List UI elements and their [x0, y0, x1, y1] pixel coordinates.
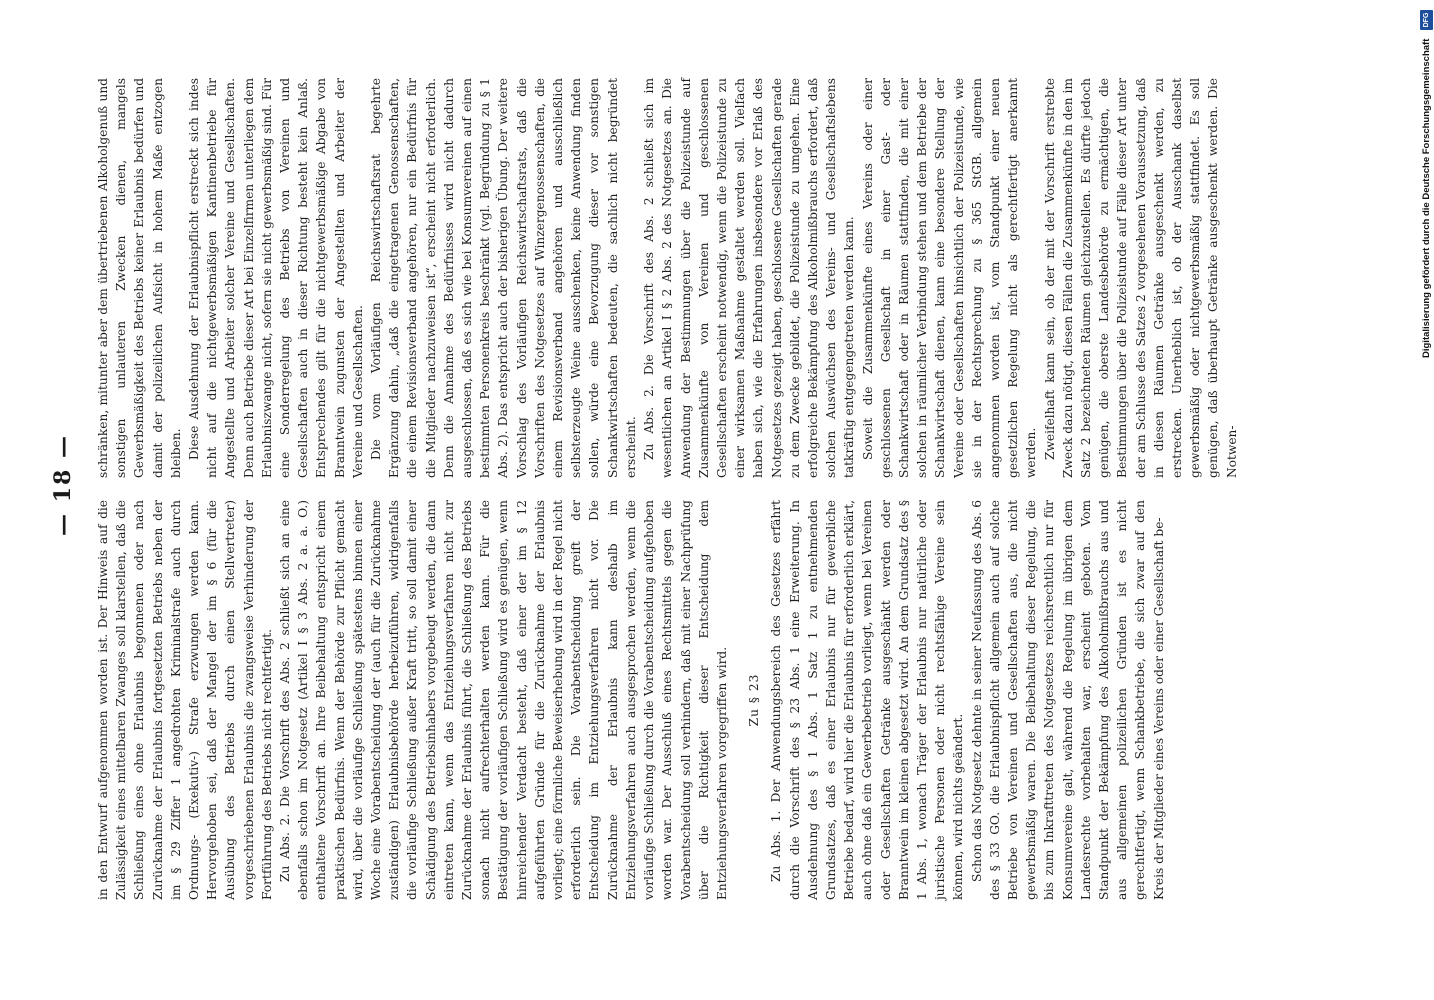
paragraph: schränken, mitunter aber dem übertriebenen Alkoholgenuß und sonstigen unlauteren Zwecken dienen, mangels Gewerbsmäßigkeit des Betriebs keiner Erlaubnis bedürfen und damit der polizeilichen Aufsicht in hohem Maße entzogen bleiben. — [96, 78, 183, 478]
dfg-logo: DFG — [1420, 10, 1433, 30]
digitization-credit — [1414, 0, 1434, 1000]
paragraph: Zu Abs. 1. Der Anwendungsbereich des Gesetzes erfährt durch die Vorschrift des § 23 Abs. 1 eine Erweiterung. In Ausdehnung des § 1 Abs. 1 Satz 1 zu entnehmenden Grundsatzes, daß es einer Erlaubnis nur für gewerbliche Betriebe bedarf, wird hier die Erlaubnis für erforderlich erklärt, auch ohne daß ein Gewerbebetrieb vorliegt, wenn bei Vereinen oder Gesellschaften Getränke ausgeschänkt werden oder Branntwein im kleinen abgesetzt wird. An dem Grundsatz des § 1 Abs. 1, wonach Träger der Erlaubnis nur natürliche oder juristische Personen oder nicht rechtsfähige Vereine sein können, wird nichts geändert. — [769, 500, 966, 900]
left-text-column — [94, 500, 1168, 900]
digitization-credit-strip — [1408, 0, 1434, 1000]
paragraph: Zu Abs. 2. Die Vorschrift des Abs. 2 schließt sich im wesentlichen an Artikel I § 2 Abs. 2 des Notgesetzes an. Die Anwendung der Bestimmungen über die Polizeistunde auf Zusammenkünfte von Vereinen und geschlossenen Gesellschaften erscheint notwendig, wenn die Polizeistunde zu einer wirksamen Maßnahme gestaltet werden soll. Vielfach haben sich, wie die Erfahrungen insbesondere vor Erlaß des Notgesetzes gezeigt haben, geschlossene Gesellschaften gerade zu dem Zwecke gebildet, die Polizeistunde zu umgehen. Eine erfolgreiche Bekämpfung des Alkoholmißbrauchs erfordert, daß solchen Auswüchsen des Vereins- und Gesellschaftslebens tatkräftig entgegengetreten werden kann. — [642, 78, 857, 478]
paragraph: Zweifelhaft kann sein, ob der mit der Vorschrift erstrebte Zweck dazu nötigt, diesen Fällen die Zusammenkünfte in den im Satz 2 bezeichneten Räumen gleichzustellen. Es dürfte jedoch genügen, die oberste Landesbehörde zu ermächtigen, die Bestimmungen über die Polizeistunde auf Fälle dieser Art unter der am Schlusse des Satzes 2 vorgesehenen Voraussetzung, daß in diesen Räumen Getränke ausgeschenkt werden, zu erstrecken. Unerheblich ist, ob der Ausschank daselbst gewerbsmäßig oder nichtgewerbsmäßig stattfindet. Es soll genügen, daß überhaupt Getränke ausgeschenkt werden. Die Notwen- — [1042, 78, 1239, 478]
paragraph: Soweit die Zusammenkünfte eines Vereins oder einer geschlossenen Gesellschaft in einer Gast- oder Schankwirtschaft oder in Räumen stattfinden, die mit einer solchen in räumlicher Verbindung stehen und dem Betriebe der Schankwirtschaft dienen, kann eine besondere Stellung der Vereine oder Gesellschaften hinsichtlich der Polizeistunde, wie sie in der Rechtsprechung zu § 365 StGB. allgemein angenommen worden ist, vom Standpunkt einer neuen gesetzlichen Regelung nicht als gerechtfertigt anerkannt werden. — [860, 78, 1039, 478]
section-heading: Zu § 23 — [747, 673, 762, 727]
document-sheet — [50, 70, 1360, 900]
paragraph: Zu Abs. 2. Die Vorschrift des Abs. 2 schließt sich an eine ebenfalls schon im Notgesetz (Artikel I § 3 Abs. 2 a. a. O.) enthaltene Vorschrift an. Ihre Beibehaltung entspricht einem praktischen Bedürfnis. Wenn der Behörde zur Pflicht gemacht wird, über die vorläufige Schließung spätestens binnen einer Woche eine Vorabentscheidung der (auch für die Zurücknahme zuständigen) Erlaubnisbehörde herbeizuführen, widrigenfalls die vorläufige Schließung außer Kraft tritt, so soll damit einer Schädigung des Betriebsinhabers vorgebeugt werden, die dann eintreten kann, wenn das Entziehungsverfahren nicht zur Zurücknahme der Erlaubnis führt, die Schließung des Betriebs sonach nicht aufrechterhalten werden kann. Für die Bestätigung der vorläufigen Schließung wird es genügen, wenn hinreichender Verdacht besteht, daß einer der im § 12 aufgeführten Gründe für die Zurücknahme der Erlaubnis vorliegt; eine förmliche Beweiserhebung wird in der Regel nicht erforderlich sein. Die Vorabentscheidung greift der Entscheidung im Entziehungsverfahren nicht vor. Die Zurücknahme der Erlaubnis kann deshalb im Entziehungsverfahren auch ausgesprochen werden, wenn die vorläufige Schließung durch die Vorabentscheidung aufgehoben worden war. Der Ausschluß eines Rechtsmittels gegen die Vorabentscheidung soll verhindern, daß mit einer Nachprüfung über die Richtigkeit dieser Entscheidung dem Entziehungsverfahren vorgegriffen wird. — [278, 500, 729, 900]
paragraph: Schon das Notgesetz dehnte in seiner Neufassung des Abs. 6 des § 33 GO. die Erlaubnispflicht allgemein auch auf solche Betriebe von Vereinen und Gesellschaften aus, die nicht gewerbsmäßig waren. Die Beibehaltung dieser Regelung, die bis zum Inkrafttreten des Notgesetzes reichsrechtlich nur für Konsumvereine galt, während die Regelung im übrigen dem Landesrechte vorbehalten war, erscheint geboten. Vom Standpunkt der Bekämpfung des Alkoholmißbrauchs aus und aus allgemeinen polizeilichen Gründen ist es nicht gerechtfertigt, wenn Schankbetriebe, die sich zwar auf den Kreis der Mitglieder eines Vereins oder einer Gesellschaft be- — [969, 500, 1166, 900]
paragraph: Diese Ausdehnung der Erlaubnispflicht erstreckt sich indes nicht auf die nichtgewerbsmäßigen Kantinenbetriebe für Angestellte und Arbeiter solcher Vereine und Gesellschaften. Denn auch Betriebe dieser Art bei Einzelfirmen unterliegen dem Erlaubniszwange nicht, sofern sie nicht gewerbsmäßig sind. Für eine Sonderregelung des Betriebs von Vereinen und Gesellschaften auch in dieser Richtung besteht kein Anlaß. Entsprechendes gilt für die nichtgewerbsmäßige Abgabe von Branntwein zugunsten der Angestellten und Arbeiter der Vereine und Gesellschaften. — [187, 78, 365, 478]
paragraph: Die vom Vorläufigen Reichswirtschaftsrat begehrte Ergänzung dahin, „daß die eingetragenen Genossenschaften, die einem Revisionsverband angehören, nur ein Bedürfnis für die Mitglieder nachzuweisen ist“, erscheint nicht erforderlich. Denn die Annahme des Bedürfnisses wird nicht dadurch ausgeschlossen, daß es sich wie bei Konsumvereinen auf einen bestimmten Personenkreis beschränkt (vgl. Begründung zu § 1 Abs. 2). Das entspricht auch der bisherigen Übung. Der weitere Vorschlag des Vorläufigen Reichswirtschaftsrats, daß die Vorschriften des Notgesetzes auf Winzergenossenschaften, die einem Revisionsverband angehören und ausschließlich selbsterzeugte Weine ausschenken, keine Anwendung finden sollen, würde eine Bevorzugung dieser vor sonstigen Schankwirtschaften bedeuten, die sachlich nicht begründet erscheint. — [369, 78, 638, 478]
right-text-column — [94, 78, 1241, 478]
paragraph: in den Entwurf aufgenommen worden ist. Der Hinweis auf die Zulässigkeit eines mittelbaren Zwanges soll klarstellen, daß die Schließung eines ohne Erlaubnis begonnenen oder nach Zurücknahme der Erlaubnis fortgesetzten Betriebs neben der im § 29 Ziffer 1 angedrohten Kriminalstrafe auch durch Ordnungs- (Exekutiv-) Strafe erzwungen werden kann. Hervorgehoben sei, daß der Mangel der im § 6 (für die Ausübung des Betriebs durch einen Stellvertreter) vorgeschriebenen Erlaubnis die zwangsweise Verhinderung der Fortführung des Betriebs nicht rechtfertigt. — [96, 500, 274, 900]
credit-text: Digitalisierung gefördert durch die Deutsche Forschungsgemeinschaft — [1421, 38, 1432, 358]
page-number: — 18 — — [50, 434, 76, 536]
